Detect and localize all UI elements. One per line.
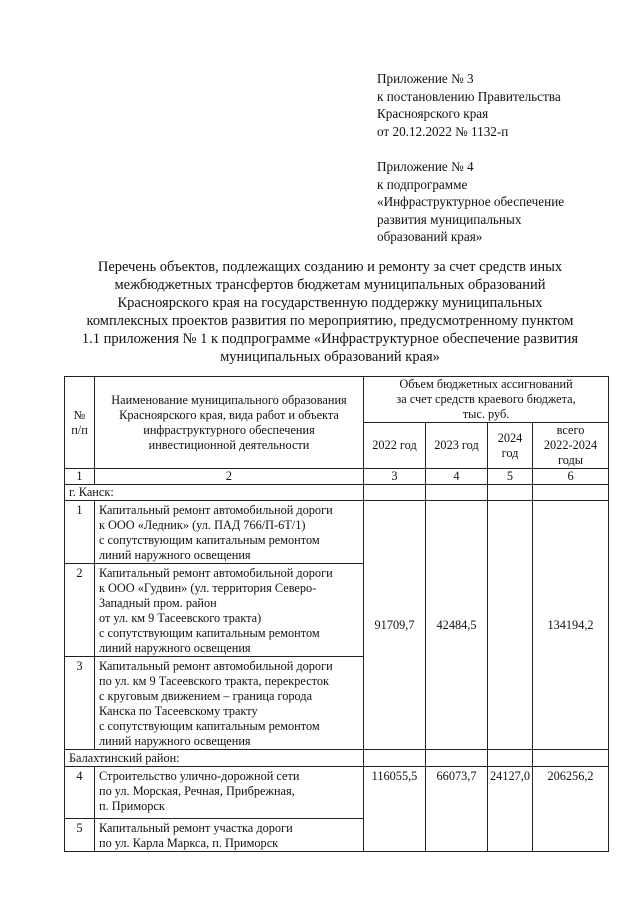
row-number: 3 bbox=[65, 657, 95, 750]
empty-cell bbox=[533, 750, 609, 767]
header-num-line: п/п bbox=[71, 422, 88, 437]
object-name-line: Капитальный ремонт автомобильной дороги bbox=[99, 503, 333, 517]
objects-table bbox=[64, 376, 609, 852]
region-name: г. Канск: bbox=[65, 485, 364, 501]
header-name-line: Наименование муниципального образования bbox=[111, 392, 347, 407]
document-title bbox=[64, 258, 596, 366]
empty-cell bbox=[533, 485, 609, 501]
title-line: Красноярского края на государственную поддержку муниципальных bbox=[117, 295, 543, 311]
object-name-line: линий наружного освещения bbox=[99, 734, 251, 748]
value-total: 206256,2 bbox=[533, 767, 609, 852]
header-row bbox=[65, 377, 609, 423]
empty-cell bbox=[426, 750, 488, 767]
header-budget-line: тыс. руб. bbox=[462, 407, 510, 421]
header-2022: 2022 год bbox=[364, 423, 426, 469]
column-index: 3 bbox=[364, 469, 426, 485]
appendix-line: «Инфраструктурное обеспечение bbox=[377, 194, 565, 209]
empty-cell bbox=[488, 485, 533, 501]
appendix-line: Приложение № 3 bbox=[377, 71, 474, 86]
header-num-line: № bbox=[73, 407, 86, 422]
appendix-line: Приложение № 4 bbox=[377, 159, 474, 174]
appendix-line: к постановлению Правительства bbox=[377, 88, 561, 104]
appendix-line: к подпрограмме bbox=[377, 176, 468, 192]
header-total-line: всего bbox=[556, 423, 585, 437]
header-budget-line: Объем бюджетных ассигнований bbox=[399, 377, 573, 391]
appendix-line: Красноярского края bbox=[377, 106, 489, 121]
value-2022: 116055,5 bbox=[364, 767, 426, 852]
header-name-line: Красноярского края, вида работ и объекта bbox=[119, 407, 339, 422]
row-number: 4 bbox=[65, 767, 95, 819]
value-2024: 24127,0 bbox=[488, 767, 533, 852]
region-name: Балахтинский район: bbox=[65, 750, 364, 767]
column-index: 1 bbox=[65, 469, 95, 485]
appendix-line: образований края» bbox=[377, 229, 483, 244]
object-name-line: к ООО «Гудвин» (ул. территория Северо- bbox=[99, 581, 317, 595]
header-2024-line: 2024 bbox=[497, 430, 523, 445]
header-2024-line: год bbox=[501, 445, 519, 460]
value-total: 134194,2 bbox=[533, 501, 609, 750]
header-total-line: 2022-2024 bbox=[543, 438, 598, 452]
empty-cell bbox=[488, 750, 533, 767]
object-name-line: от ул. км 9 Тасеевского тракта) bbox=[99, 611, 262, 625]
header-name bbox=[95, 377, 364, 469]
column-index: 4 bbox=[426, 469, 488, 485]
object-name-line: по ул. км 9 Тасеевского тракта, перекресток bbox=[99, 674, 329, 688]
column-index: 6 bbox=[533, 469, 609, 485]
empty-cell bbox=[426, 485, 488, 501]
object-name-line: линий наружного освещения bbox=[99, 548, 251, 562]
empty-cell bbox=[364, 485, 426, 501]
value-2023: 42484,5 bbox=[426, 501, 488, 750]
object-name bbox=[95, 501, 364, 564]
object-name-line: с круговым движением – граница города bbox=[99, 689, 313, 703]
header-name-line: инвестиционной деятельности bbox=[148, 437, 310, 452]
header-2024 bbox=[488, 423, 533, 469]
value-2024 bbox=[488, 501, 533, 750]
header-total-line: годы bbox=[557, 453, 584, 467]
object-name bbox=[95, 819, 364, 852]
header-2023: 2023 год bbox=[426, 423, 488, 469]
appendix-line: развития муниципальных bbox=[377, 211, 522, 227]
table-row bbox=[65, 767, 609, 819]
object-name-line: с сопутствующим капитальным ремонтом bbox=[99, 719, 320, 733]
object-name bbox=[95, 767, 364, 819]
appendix-3-block bbox=[377, 70, 561, 140]
title-line: межбюджетных трансфертов бюджетам муниципальных образований bbox=[114, 277, 546, 293]
object-name-line: к ООО «Ледник» (ул. ПАД 766/П-6Т/1) bbox=[99, 518, 306, 532]
value-2022: 91709,7 bbox=[364, 501, 426, 750]
object-name-line: линий наружного освещения bbox=[99, 641, 251, 655]
header-budget-line: за счет средств краевого бюджета, bbox=[396, 392, 576, 406]
column-index-row bbox=[65, 469, 609, 485]
empty-cell bbox=[364, 750, 426, 767]
header-name-line: инфраструктурного обеспечения bbox=[143, 422, 315, 437]
object-name-line: по ул. Морская, Речная, Прибрежная, bbox=[99, 784, 295, 798]
title-line: 1.1 приложения № 1 к подпрограмме «Инфраструктурное обеспечение развития bbox=[81, 331, 579, 347]
object-name-line: п. Приморск bbox=[99, 799, 165, 813]
object-name bbox=[95, 564, 364, 657]
title-line: муниципальных образований края» bbox=[220, 349, 440, 365]
object-name-line: по ул. Карла Маркса, п. Приморск bbox=[99, 836, 279, 850]
object-name-line: Капитальный ремонт автомобильной дороги bbox=[99, 566, 333, 580]
region-row-balakhta bbox=[65, 750, 609, 767]
row-number: 1 bbox=[65, 501, 95, 564]
title-line: Перечень объектов, подлежащих созданию и ремонту за счет средств иных bbox=[97, 259, 563, 275]
object-name bbox=[95, 657, 364, 750]
object-name-line: Капитальный ремонт участка дороги bbox=[99, 821, 293, 835]
object-name-line: Западный пром. район bbox=[99, 596, 217, 610]
object-name-line: Строительство улично-дорожной сети bbox=[99, 769, 300, 783]
appendix-line: от 20.12.2022 № 1132-п bbox=[377, 123, 509, 139]
value-2023: 66073,7 bbox=[426, 767, 488, 852]
region-row-kansk bbox=[65, 485, 609, 501]
appendix-4-block bbox=[377, 158, 564, 246]
column-index: 2 bbox=[95, 469, 364, 485]
object-name-line: Капитальный ремонт автомобильной дороги bbox=[99, 659, 333, 673]
object-name-line: с сопутствующим капитальным ремонтом bbox=[99, 626, 320, 640]
header-total bbox=[533, 423, 609, 469]
object-name-line: Канска по Тасеевскому тракту bbox=[99, 704, 258, 718]
column-index: 5 bbox=[488, 469, 533, 485]
title-line: комплексных проектов развития по мероприятию, предусмотренному пунктом bbox=[86, 313, 574, 329]
row-number: 2 bbox=[65, 564, 95, 657]
table-row bbox=[65, 501, 609, 564]
object-name-line: с сопутствующим капитальным ремонтом bbox=[99, 533, 320, 547]
header-budget-group bbox=[364, 377, 609, 423]
row-number: 5 bbox=[65, 819, 95, 852]
header-num bbox=[65, 377, 95, 469]
